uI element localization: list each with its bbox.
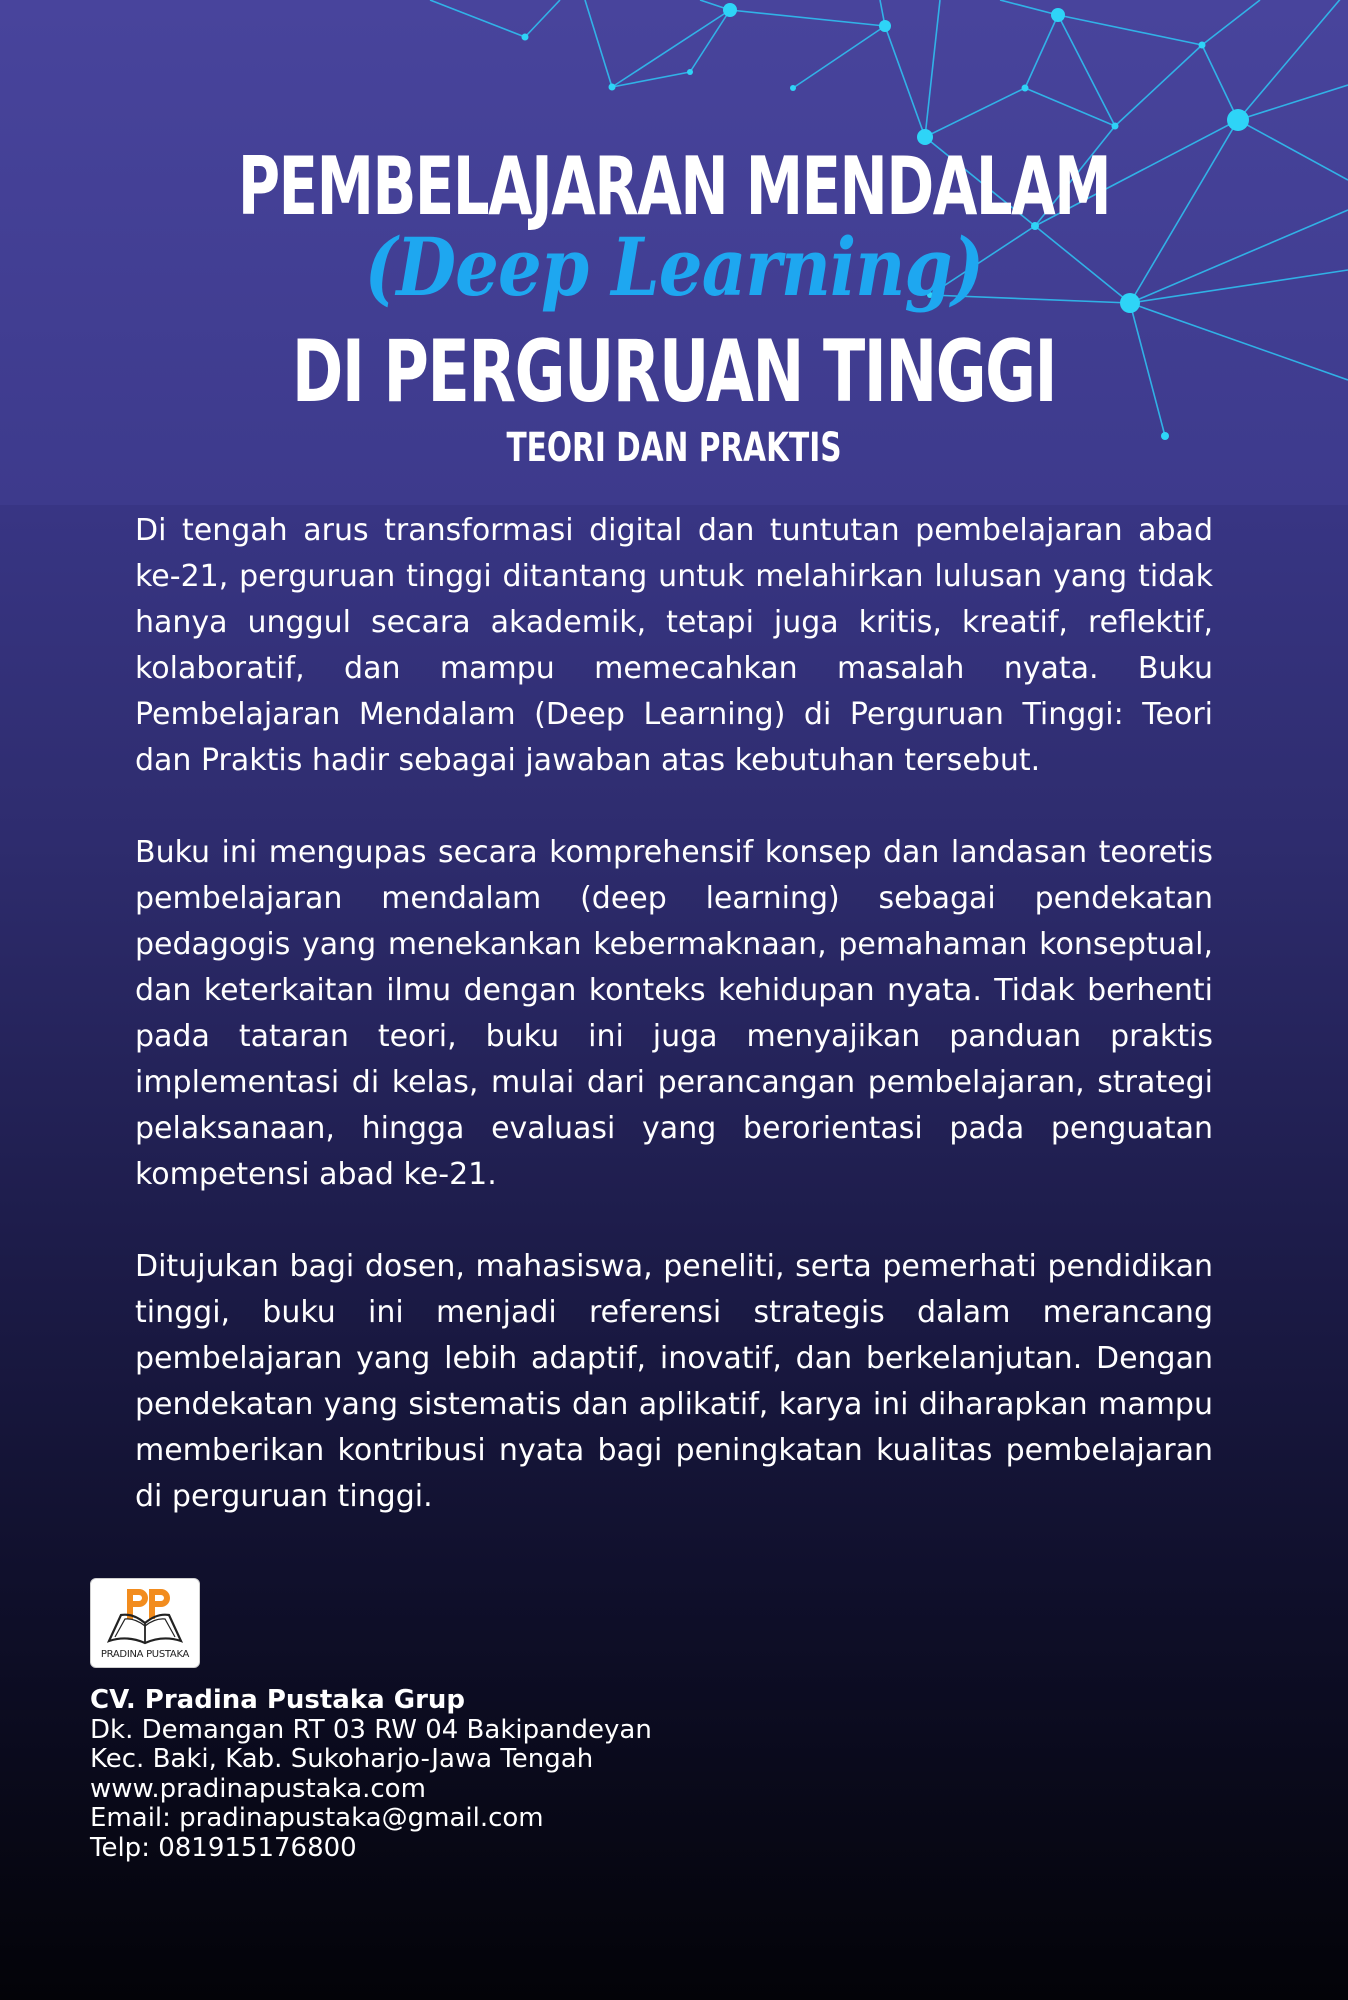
description-paragraph: Buku ini mengupas secara komprehensif konsep dan landasan teoretis pembelajaran mendalam (deep learning) sebagai pendekatan pedagogis yang menekankan kebermaknaan, pemahaman konseptual, dan keterkaitan ilmu dengan konteks kehidupan nyata. Tidak berhenti pada tataran teori, buku ini juga menyajikan panduan praktis implementasi di kelas, mulai dari perancangan pembelajaran, strategi pelaksanaan, hingga evaluasi yang berorientasi pada penguatan kompetensi abad ke-21. (135, 835, 1213, 1192)
publisher-phone: Telp: 081915176800 (90, 1832, 357, 1863)
publisher-info (90, 1686, 790, 1863)
publisher-name: CV. Pradina Pustaka Grup (90, 1685, 466, 1715)
publisher-logo (90, 1578, 200, 1668)
book-logo-icon (105, 1585, 185, 1647)
publisher-email: Email: pradinapustaka@gmail.com (90, 1803, 544, 1833)
description-paragraph: Di tengah arus transformasi digital dan tuntutan pembelajaran abad ke-21, perguruan tinggi ditantang untuk melahirkan lulusan yang tidak hanya unggul secara akademik, tetapi juga kritis, kreatif, reflektif, kolaboratif, dan mampu memecahkan masalah nyata. Buku Pembelajaran Mendalam (Deep Learning) di Perguruan Tinggi: Teori dan Praktis hadir sebagai jawaban atas kebutuhan tersebut. (135, 513, 1213, 778)
title-line-1: PEMBELAJARAN MENDALAM (237, 140, 1111, 233)
subtitle: TEORI DAN PRAKTIS (506, 425, 842, 471)
title-line-2: (Deep Learning) (364, 220, 984, 314)
publisher-address-line-2: Kec. Baki, Kab. Sukoharjo-Jawa Tengah (90, 1744, 594, 1774)
publisher-address-line-1: Dk. Demangan RT 03 RW 04 Bakipandeyan (90, 1714, 652, 1745)
publisher-website: www.pradinapustaka.com (90, 1773, 426, 1804)
logo-text: PRADINA PUSTAKA (100, 1649, 190, 1660)
description (135, 508, 1213, 1566)
description-paragraph: Ditujukan bagi dosen, mahasiswa, peneliti, serta pemerhati pendidikan tinggi, buku ini menjadi referensi strategis dalam merancang pembelajaran yang lebih adaptif, inovatif, dan berkelanjutan. Dengan pendekatan yang sistematis dan aplikatif, karya ini diharapkan mampu memberikan kontribusi nyata bagi peningkatan kualitas pembelajaran di perguruan tinggi. (135, 1249, 1213, 1514)
title-line-3: DI PERGURUAN TINGGI (291, 322, 1057, 422)
